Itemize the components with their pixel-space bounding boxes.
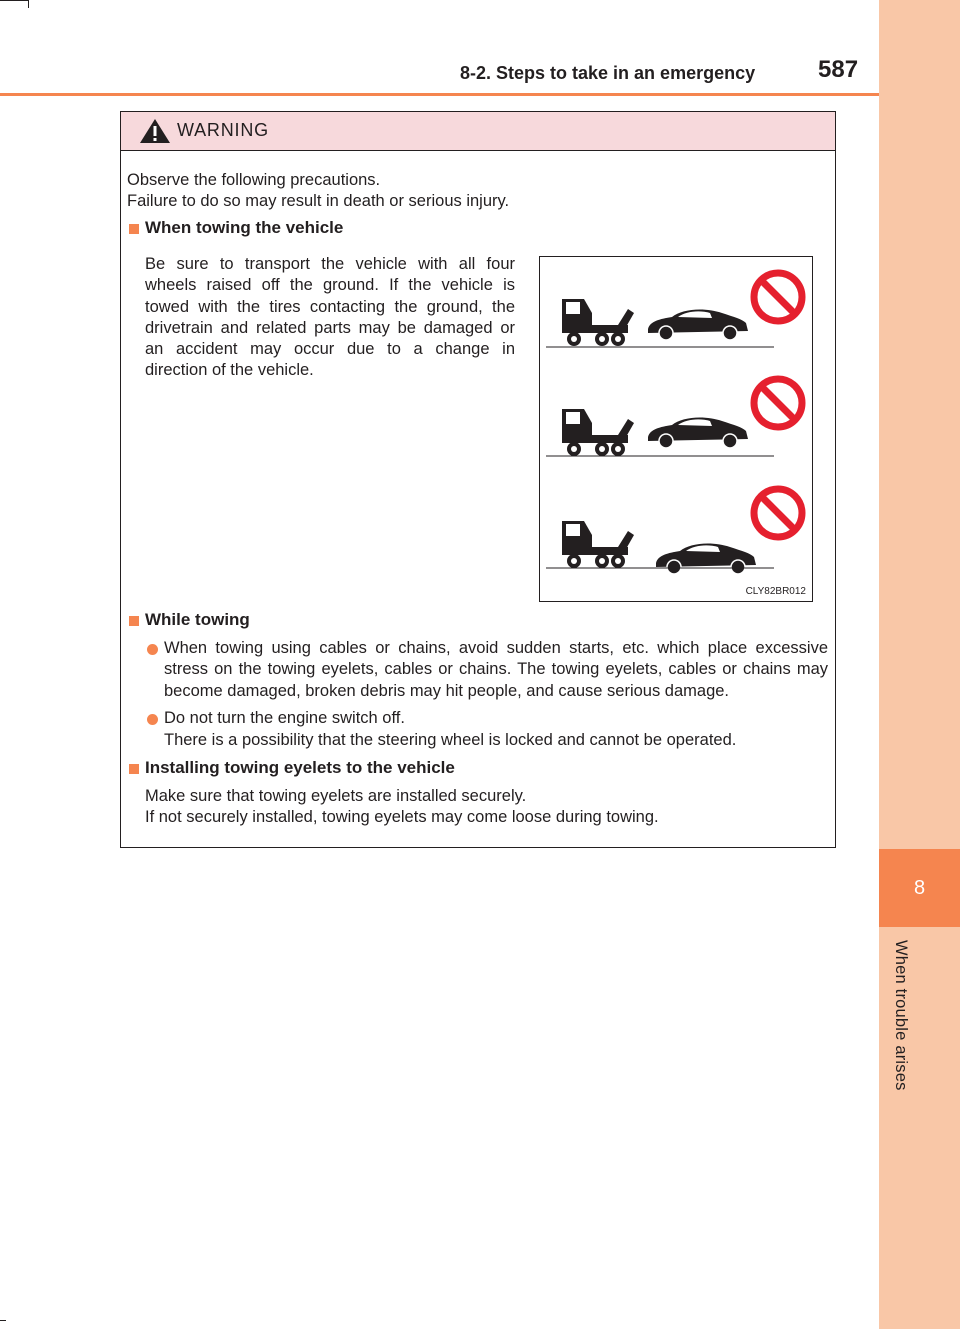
chapter-number: 8 xyxy=(913,876,926,899)
page-number: 587 xyxy=(818,56,859,83)
bullet-dot xyxy=(147,644,158,655)
while-towing-bullet-2-line1: Do not turn the engine switch off. xyxy=(164,709,405,727)
section-heading: 8-2. Steps to take in an emergency xyxy=(460,63,756,83)
installing-eyelets-line1: Make sure that towing eyelets are installed securely. xyxy=(145,787,527,805)
prohibited-icon xyxy=(754,379,802,427)
warning-box xyxy=(120,111,836,848)
prohibited-icon xyxy=(754,273,802,321)
towing-illustration-svg xyxy=(540,257,812,601)
header-rule xyxy=(0,93,879,96)
section-bullet-square xyxy=(129,764,139,774)
warning-intro-line1: Observe the following precautions. xyxy=(127,171,381,189)
subheading-installing-eyelets: Installing towing eyelets to the vehicle xyxy=(145,758,455,777)
car-icon xyxy=(656,544,756,574)
section-bullet-square xyxy=(129,616,139,626)
car-icon xyxy=(648,418,748,448)
car-icon xyxy=(648,310,748,340)
while-towing-bullet-2-line2: There is a possibility that the steering wheel is locked and cannot be operated. xyxy=(164,731,737,749)
towing-vehicle-text: Be sure to transport the vehicle with all four wheels raised off the ground. If the vehicle is towed with the tires contacting the ground, the drivetrain and related parts may be damaged or an accident may occur due to a change in direction of the vehicle. xyxy=(145,255,515,380)
subheading-towing-vehicle: When towing the vehicle xyxy=(145,218,344,237)
tow-truck-icon xyxy=(562,521,634,568)
chapter-title: When trouble arises xyxy=(892,940,910,1091)
chapter-side-tab xyxy=(879,0,960,1329)
crop-mark xyxy=(0,0,28,1)
while-towing-bullet-1: When towing using cables or chains, avoid sudden starts, etc. which place excessive stress on the towing eyelets, cables or chains. The towing eyelets, cables or chains may become damaged, broken debris may hit people, and cause serious damage. xyxy=(164,639,828,700)
crop-mark xyxy=(0,1320,6,1321)
crop-mark xyxy=(28,0,29,8)
bullet-dot xyxy=(147,714,158,725)
chapter-number-box xyxy=(879,849,960,927)
warning-triangle-icon xyxy=(139,118,171,149)
warning-intro-line2: Failure to do so may result in death or serious injury. xyxy=(127,192,510,210)
warning-title: WARNING xyxy=(177,120,269,140)
warning-header xyxy=(121,112,835,151)
figure-code: CLY82BR012 xyxy=(745,586,806,597)
towing-illustration xyxy=(539,256,813,602)
tow-truck-icon xyxy=(562,409,634,456)
subheading-while-towing: While towing xyxy=(145,610,250,629)
section-bullet-square xyxy=(129,224,139,234)
tow-truck-icon xyxy=(562,299,634,346)
prohibited-icon xyxy=(754,489,802,537)
installing-eyelets-line2: If not securely installed, towing eyelets may come loose during towing. xyxy=(145,808,659,826)
